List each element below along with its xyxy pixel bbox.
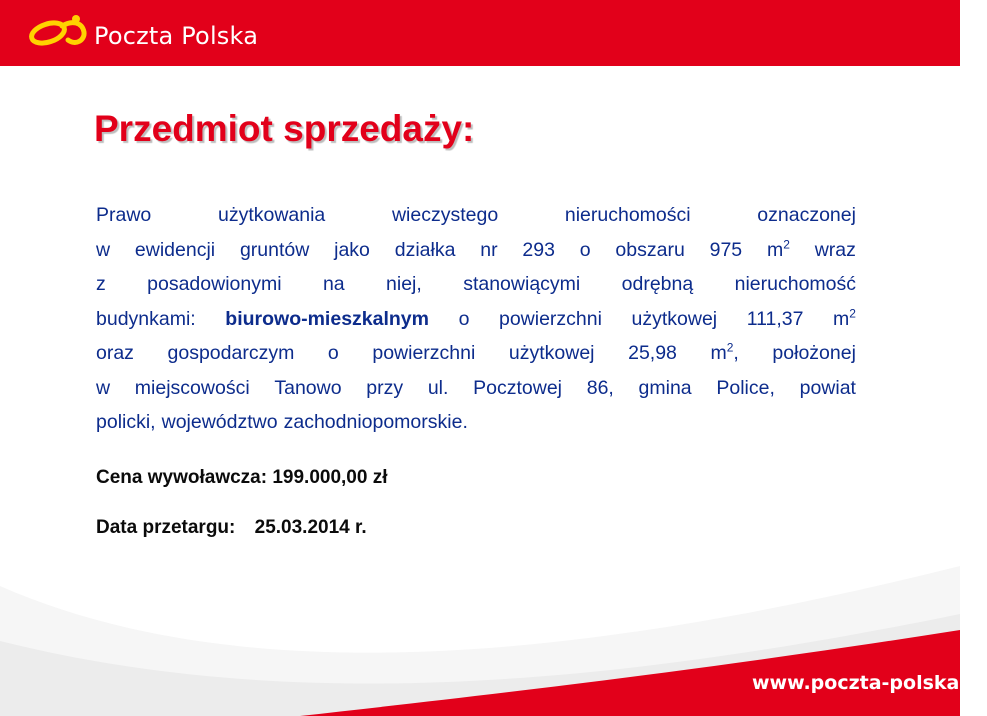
post-horn-icon [24, 10, 88, 56]
description-word: $m^2$, [710, 340, 739, 364]
description-word: oznaczonej [757, 204, 856, 226]
description-word: w [96, 238, 111, 261]
description-word: gruntów [239, 238, 310, 261]
description-word: powierzchni [498, 307, 602, 330]
auction-date-value: 25.03.2014 r. [254, 517, 367, 538]
description-word: gmina [638, 376, 692, 399]
description-word: w [96, 376, 111, 399]
description-word: powierzchni [372, 342, 476, 364]
description-word: obszaru [615, 238, 685, 261]
description-word: oraz [96, 342, 134, 364]
description-line [96, 267, 856, 302]
description-word: 975 [709, 238, 743, 261]
description-word: powiat [799, 376, 856, 399]
description-word: nieruchomość [734, 273, 856, 295]
starting-price [96, 467, 388, 489]
description-word: wieczystego [391, 204, 499, 226]
description-line [96, 233, 856, 268]
description-word: z [96, 273, 106, 295]
description-word: o [458, 307, 470, 330]
description-word: niej, [386, 273, 422, 295]
description-line [96, 405, 856, 440]
description-word: użytkowej [631, 307, 718, 330]
slide-title: Przedmiot sprzedaży: [94, 108, 475, 149]
starting-price-value: 199.000,00 zł [272, 467, 388, 488]
description-word: Prawo [96, 204, 152, 226]
description-word: użytkowej [508, 342, 595, 364]
description-word: o [579, 238, 591, 261]
description-word: miejscowości [134, 376, 250, 399]
description-word: przy [366, 376, 404, 399]
description-word: Police, [716, 376, 775, 399]
description-word: zachodniopomorskie. [283, 411, 468, 433]
description-word: położonej [772, 342, 856, 364]
website-link[interactable]: www.poczta-polska.pl [752, 672, 987, 694]
description-word: na [322, 273, 345, 295]
description-word: o [327, 342, 339, 364]
description-word: ul. [427, 376, 449, 399]
header-band [0, 0, 960, 66]
description-word: wraz [814, 238, 856, 261]
description-word: 111,37 [746, 307, 804, 330]
description-word: 25,98 [628, 342, 677, 364]
description-word: jako [334, 238, 370, 261]
brand-name: Poczta Polska [94, 22, 259, 50]
description-line [96, 371, 856, 406]
auction-date [96, 517, 367, 539]
property-description [96, 198, 856, 440]
description-word: nr [480, 238, 498, 261]
description-word: Pocztowej [473, 376, 563, 399]
auction-date-label: Data przetargu: [96, 517, 236, 538]
description-word: posadowionymi [147, 273, 282, 295]
description-word: budynkami: [96, 307, 196, 330]
description-word: policki, [96, 411, 156, 433]
description-line [96, 198, 856, 233]
starting-price-label: Cena wywoławcza: [96, 467, 268, 488]
description-word: gospodarczym [167, 342, 295, 364]
description-word: $m^2$ [766, 237, 790, 261]
description-word: 293 [522, 238, 555, 261]
description-word: działka [394, 238, 456, 261]
description-word: $m^2$ [833, 306, 856, 330]
description-word: Tanowo [274, 376, 342, 399]
description-line [96, 336, 856, 371]
description-word: województwo [161, 411, 278, 433]
description-word: stanowiącymi [463, 273, 581, 295]
description-word: odrębną [621, 273, 694, 295]
description-word: użytkowania [217, 204, 326, 226]
description-word: ewidencji [134, 238, 216, 261]
description-word: biurowo-mieszkalnym [225, 307, 429, 330]
description-word: 86, [586, 376, 614, 399]
description-line [96, 302, 856, 337]
description-word: nieruchomości [564, 204, 691, 226]
